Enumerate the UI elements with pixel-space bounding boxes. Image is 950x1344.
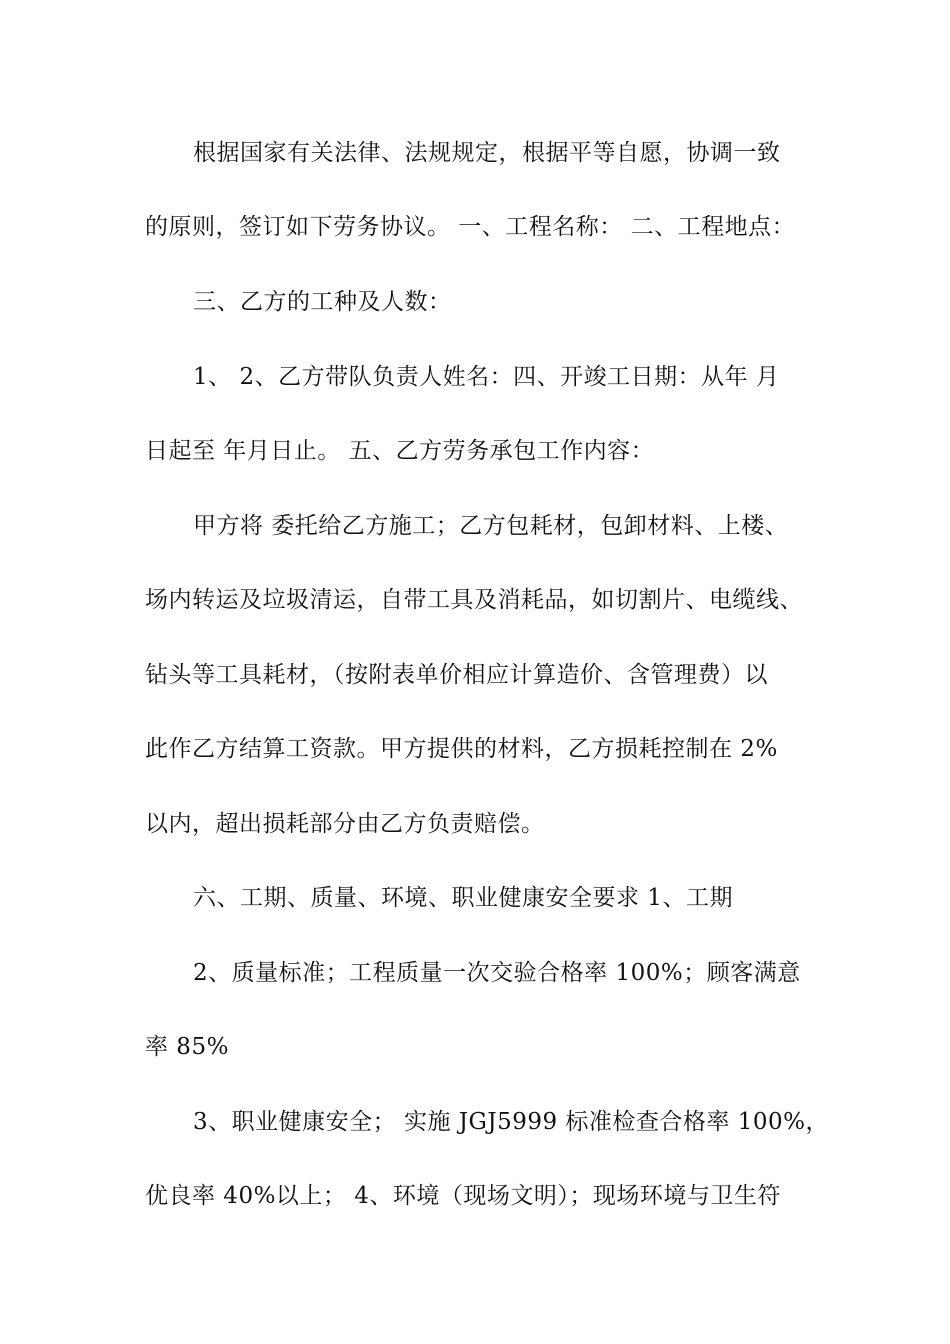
text-line-7: 场内转运及垃圾清运，自带工具及消耗品，如切割片、电缆线、 — [145, 587, 803, 613]
text-line-11: 六、工期、质量、环境、职业健康安全要求 1、工期 — [193, 885, 733, 911]
text-line-9: 此作乙方结算工资款。甲方提供的材料，乙方损耗控制在 2% — [145, 736, 778, 762]
text-line-6: 甲方将 委托给乙方施工；乙方包耗材，包卸材料、上楼、 — [193, 513, 789, 539]
text-line-8: 钻头等工具耗材，（按附表单价相应计算造价、含管理费）以 — [145, 662, 768, 688]
text-line-15: 优良率 40%以上； 4、环境（现场文明）；现场环境与卫生符 — [145, 1183, 781, 1209]
text-line-12: 2、质量标准；工程质量一次交验合格率 100%；顾客满意 — [193, 960, 801, 986]
text-line-10: 以内，超出损耗部分由乙方负责赔偿。 — [145, 811, 545, 837]
text-line-13: 率 85% — [145, 1034, 229, 1060]
text-line-5: 日起至 年月日止。 五、乙方劳务承包工作内容： — [145, 438, 655, 464]
text-line-14: 3、职业健康安全； 实施 JGJ5999 标准检查合格率 100%， — [193, 1109, 829, 1135]
text-line-3: 三、乙方的工种及人数： — [193, 289, 452, 315]
text-line-4: 1、 2、乙方带队负责人姓名：四、开竣工日期：从年 月 — [193, 364, 780, 390]
text-line-1: 根据国家有关法律、法规规定，根据平等自愿，协调一致 — [193, 140, 781, 166]
text-line-2: 的原则，签订如下劳务协议。 一、工程名称： 二、工程地点： — [145, 214, 796, 240]
